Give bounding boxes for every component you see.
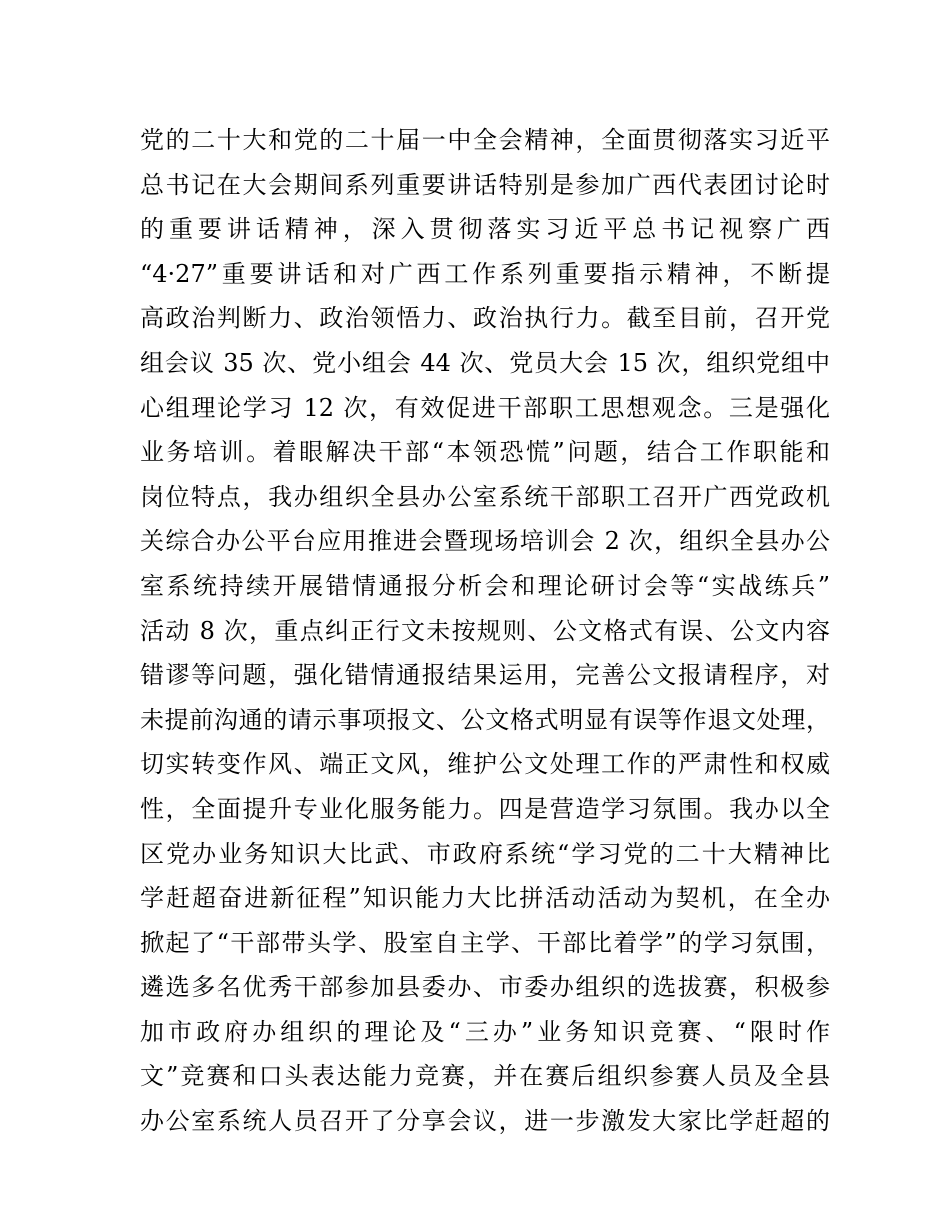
text-line: 总书记在大会期间系列重要讲话特别是参加广西代表团讨论时 <box>140 170 830 199</box>
text-line: 文”竞赛和口头表达能力竞赛，并在赛后组织参赛人员及全县 <box>140 1062 830 1091</box>
text-line: 办公室系统人员召开了分享会议，进一步激发大家比学赶超的 <box>140 1107 830 1136</box>
text-line: 未提前沟通的请示事项报文、公文格式明显有误等作退文处理， <box>140 705 830 734</box>
text-line: 组会议 35 次、党小组会 44 次、党员大会 15 次，组织党组中 <box>140 348 830 377</box>
text-line: 关综合办公平台应用推进会暨现场培训会 2 次，组织全县办公 <box>140 527 830 556</box>
text-line: 性，全面提升专业化服务能力。四是营造学习氛围。我办以全 <box>140 794 830 823</box>
text-line: 岗位特点，我办组织全县办公室系统干部职工召开广西党政机 <box>140 482 830 511</box>
text-line: 心组理论学习 12 次，有效促进干部职工思想观念。三是强化 <box>140 393 830 422</box>
text-line: 遴选多名优秀干部参加县委办、市委办组织的选拔赛，积极参 <box>140 973 830 1002</box>
text-line: 高政治判断力、政治领悟力、政治执行力。截至目前，召开党 <box>140 304 830 333</box>
text-line: 掀起了“干部带头学、股室自主学、干部比着学”的学习氛围， <box>140 928 830 957</box>
body-paragraph <box>140 118 830 1144</box>
text-line: 活动 8 次，重点纠正行文未按规则、公文格式有误、公文内容 <box>140 616 830 645</box>
text-line: “4·27”重要讲话和对广西工作系列重要指示精神，不断提 <box>140 259 830 288</box>
text-line: 业务培训。着眼解决干部“本领恐慌”问题，结合工作职能和 <box>140 438 830 467</box>
text-line: 室系统持续开展错情通报分析会和理论研讨会等“实战练兵” <box>140 571 830 600</box>
text-line: 切实转变作风、端正文风，维护公文处理工作的严肃性和权威 <box>140 750 830 779</box>
text-line: 学赶超奋进新征程”知识能力大比拼活动活动为契机，在全办 <box>140 884 830 913</box>
text-line: 区党办业务知识大比武、市政府系统“学习党的二十大精神比 <box>140 839 830 868</box>
text-line: 错谬等问题，强化错情通报结果运用，完善公文报请程序，对 <box>140 661 830 690</box>
text-line: 党的二十大和党的二十届一中全会精神，全面贯彻落实习近平 <box>140 126 830 154</box>
text-line: 的重要讲话精神，深入贯彻落实习近平总书记视察广西 <box>140 215 830 244</box>
text-line: 加市政府办组织的理论及“三办”业务知识竞赛、“限时作 <box>140 1017 830 1046</box>
